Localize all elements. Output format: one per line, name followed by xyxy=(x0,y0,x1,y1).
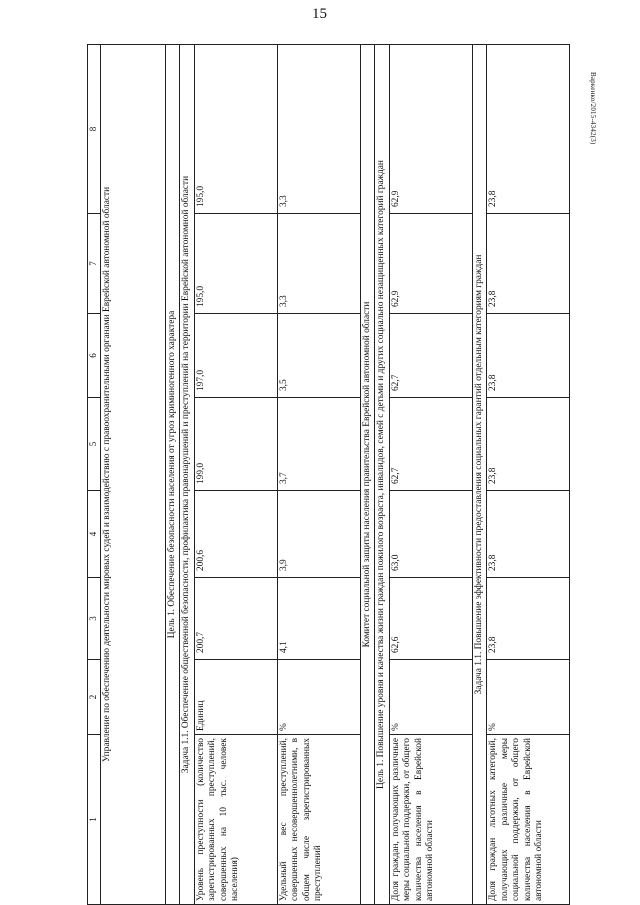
indicator-row xyxy=(194,45,277,905)
section-title-row xyxy=(180,45,194,905)
column-number: 6 xyxy=(88,314,101,398)
indicator-name: Доля граждан, получающих различные меры социальной поддержки, от общего количества населения в Еврейской автономной области xyxy=(389,735,472,905)
unit-cell: % xyxy=(487,660,570,735)
column-number-row xyxy=(88,45,101,905)
value-cell: 62,7 xyxy=(389,398,472,491)
value-cell: 23,8 xyxy=(487,214,570,314)
value-cell: 62,9 xyxy=(389,45,472,214)
goal-title: Цель 1. Обеспечение безопасности населения от угроз криминогенного характера xyxy=(166,45,180,905)
value-cell: 195,0 xyxy=(194,45,277,214)
value-cell: 3,5 xyxy=(277,314,360,398)
unit-cell: Единиц xyxy=(194,660,277,735)
value-cell: 62,6 xyxy=(389,578,472,660)
value-cell: 23,8 xyxy=(487,314,570,398)
department-title: Комитет социальной защиты населения правительства Еврейской автономной области xyxy=(360,45,374,905)
indicator-name: Уровень преступности (количество зарегистрированных преступлений, совершенных на 10 тыс. человек населения) xyxy=(194,735,277,905)
value-cell: 199,0 xyxy=(194,398,277,491)
value-cell: 3,3 xyxy=(277,214,360,314)
rotated-table-wrapper xyxy=(87,44,570,905)
column-number: 4 xyxy=(88,491,101,578)
value-cell: 63,0 xyxy=(389,491,472,578)
page-number: 15 xyxy=(312,6,327,22)
value-cell: 23,8 xyxy=(487,398,570,491)
department-title: Управление по обеспечению деятельности мировых судей и взаимодействию с правоохранительными органами Еврейской автономной области xyxy=(101,45,166,905)
value-cell: 62,9 xyxy=(389,214,472,314)
value-cell: 197,0 xyxy=(194,314,277,398)
column-number: 1 xyxy=(88,735,101,905)
indicator-name: Удельный вес преступлений, совершенных несовершеннолетними, в общем числе зарегистрированных преступлений xyxy=(277,735,360,905)
value-cell: 3,9 xyxy=(277,491,360,578)
column-number: 8 xyxy=(88,45,101,214)
column-number: 2 xyxy=(88,660,101,735)
value-cell: 23,8 xyxy=(487,578,570,660)
value-cell: 62,7 xyxy=(389,314,472,398)
goal-title: Цель 1. Повышение уровня и качества жизни граждан пожилого возраста, инвалидов, семей с детьми и других социально незащищенных категорий граждан xyxy=(375,45,389,905)
value-cell: 4,1 xyxy=(277,578,360,660)
task-title: Задача 1.1. Повышение эффективности предоставления социальных гарантий отдельным категориям граждан xyxy=(472,45,486,905)
value-cell: 3,3 xyxy=(277,45,360,214)
column-number: 7 xyxy=(88,214,101,314)
indicator-row xyxy=(277,45,360,905)
value-cell: 23,8 xyxy=(487,45,570,214)
section-title-row xyxy=(472,45,486,905)
section-title-row xyxy=(101,45,166,905)
value-cell: 23,8 xyxy=(487,491,570,578)
unit-cell: % xyxy=(389,660,472,735)
column-number: 3 xyxy=(88,578,101,660)
indicator-row xyxy=(389,45,472,905)
task-title: Задача 1.1. Обеспечение общественной безопасности, профилактика правонарушений и преступлений на территории Еврейской автономной области xyxy=(180,45,194,905)
value-cell: 195,0 xyxy=(194,214,277,314)
column-number: 5 xyxy=(88,398,101,491)
indicator-row xyxy=(487,45,570,905)
value-cell: 200,7 xyxy=(194,578,277,660)
section-title-row xyxy=(375,45,389,905)
unit-cell: % xyxy=(277,660,360,735)
section-title-row xyxy=(166,45,180,905)
section-title-row xyxy=(360,45,374,905)
value-cell: 3,7 xyxy=(277,398,360,491)
value-cell: 200,6 xyxy=(194,491,277,578)
indicators-table xyxy=(87,44,570,905)
indicator-name: Доля граждан льготных категорий, получающих различные меры социальной поддержки, от общего количества населения в Еврейской автономной области xyxy=(487,735,570,905)
document-code-note: Варкенко/2015-4342(3) xyxy=(589,72,597,145)
